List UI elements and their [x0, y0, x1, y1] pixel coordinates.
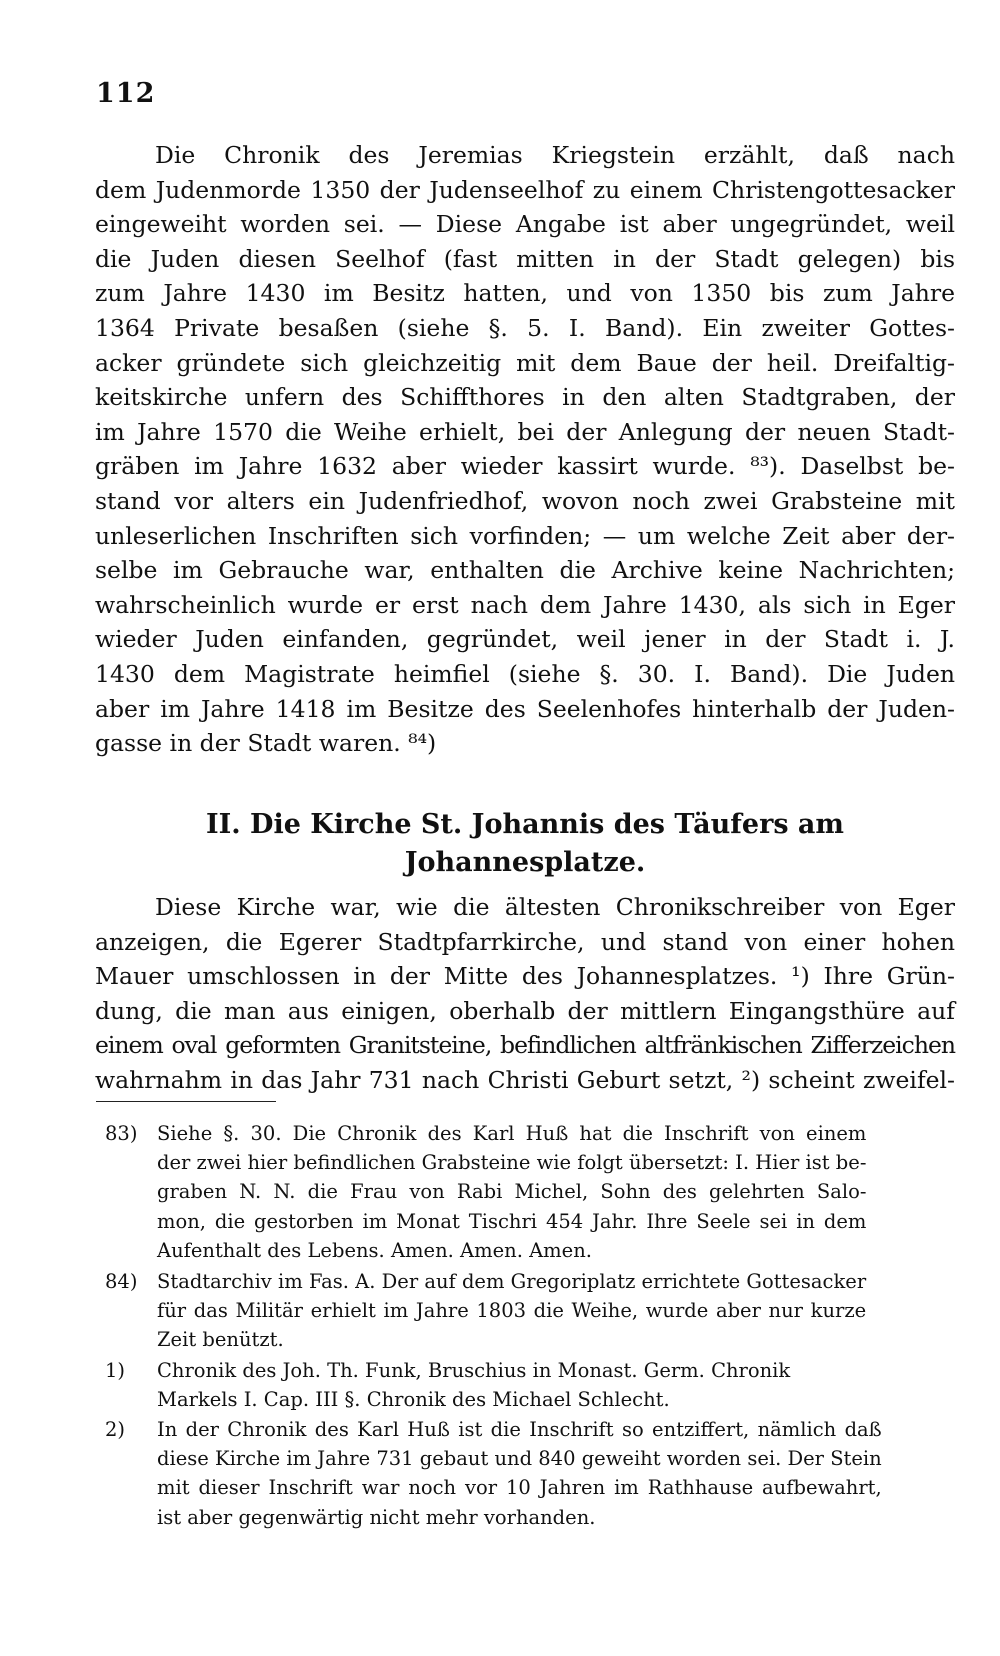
text-line: gasse in der Stadt waren. ⁸⁴) [95, 729, 437, 758]
text-line: dung, die man aus einigen, oberhalb der mittlern Eingangsthüre auf [95, 996, 955, 1025]
text-line: Mauer umschlossen in der Mitte des Johannesplatzes. ¹) Ihre Grün- [95, 962, 955, 990]
text-line: wahrnahm in das Jahr 731 nach Christi Geburt setzt, ²) scheint zweifel- [95, 1065, 955, 1094]
footnote-line: diese Kirche im Jahre 731 gebaut und 840 geweiht worden sei. Der Stein [157, 1447, 882, 1471]
section-heading [95, 806, 955, 882]
text-line: gräben im Jahre 1632 aber wieder kassirt wurde. ⁸³). Daselbst be- [95, 452, 955, 481]
paragraph-cemeteries [95, 138, 955, 761]
text-line: wieder Juden einfanden, gegründet, weil jener in der Stadt i. J. [95, 625, 955, 654]
footnote-mark: 84) [105, 1270, 138, 1293]
text-line: stand vor alters ein Judenfriedhof, wovon noch zwei Grabsteine mit [95, 486, 955, 515]
text-line: 1364 Private besaßen (siehe §. 5. I. Band). Ein zweiter Gottes- [95, 313, 955, 342]
text-line: im Jahre 1570 die Weihe erhielt, bei der Anlegung der neuen Stadt- [95, 417, 955, 446]
footnote-line: der zwei hier befindlichen Grabsteine wie folgt übersetzt: I. Hier ist be- [157, 1151, 867, 1175]
footnote-line: Markels I. Cap. III §. Chronik des Michael Schlecht. [157, 1388, 670, 1412]
footnote-line: ist aber gegenwärtig nicht mehr vorhanden. [157, 1505, 596, 1529]
text-line: dem Judenmorde 1350 der Judenseelhof zu einem Christengottesacker [95, 175, 955, 204]
text-line: keitskirche unfern des Schiffthores in den alten Stadtgraben, der [95, 383, 955, 412]
text-line: acker gründete sich gleichzeitig mit dem Baue der heil. Dreifaltig- [95, 348, 955, 377]
text-line: aber im Jahre 1418 im Besitze des Seelenhofes hinterhalb der Juden- [95, 694, 955, 723]
text-line: zum Jahre 1430 im Besitz hatten, und von 1350 bis zum Jahre [95, 279, 955, 308]
footnote-divider [96, 1101, 276, 1102]
footnote-2 [105, 1415, 882, 1532]
footnote-mark: 2) [105, 1418, 126, 1441]
footnote-1 [105, 1356, 790, 1414]
footnote-line: für das Militär erhielt im Jahre 1803 die Weihe, wurde aber nur kurze [157, 1299, 867, 1323]
text-line: die Juden diesen Seelhof (fast mitten in der Stadt gelegen) bis [95, 244, 955, 273]
footnote-84 [105, 1267, 866, 1355]
footnote-line: In der Chronik des Karl Huß ist die Inschrift so entziffert, nämlich daß [157, 1418, 882, 1441]
footnote-line: mon, die gestorben im Monat Tischri 454 Jahr. Ihre Seele sei in dem [157, 1209, 867, 1233]
text-line: 1430 dem Magistrate heimfiel (siehe §. 30. I. Band). Die Juden [95, 659, 955, 688]
text-line: unleserlichen Inschriften sich vorfinden; — um welche Zeit aber der- [95, 521, 955, 550]
footnote-mark: 1) [105, 1359, 126, 1382]
heading-line: II. Die Kirche St. Johannis des Täufers am [206, 809, 844, 840]
footnote-line: Zeit benützt. [157, 1328, 284, 1352]
footnote-line: Chronik des Joh. Th. Funk, Bruschius in Monast. Germ. Chronik [157, 1359, 791, 1382]
footnote-line: Stadtarchiv im Fas. A. Der auf dem Gregoriplatz errichtete Gottesacker [157, 1270, 867, 1293]
text-line: wahrscheinlich wurde er erst nach dem Jahre 1430, als sich in Eger [95, 590, 955, 619]
footnote-83 [105, 1119, 866, 1265]
text-line: Die Chronik des Jeremias Kriegstein erzählt, daß nach [155, 141, 955, 169]
footnote-line: mit dieser Inschrift war noch vor 10 Jahren im Rathhause aufbewahrt, [157, 1476, 882, 1500]
footnote-line: graben N. N. die Frau von Rabi Michel, Sohn des gelehrten Salo- [157, 1180, 867, 1204]
text-line: selbe im Gebrauche war, enthalten die Archive keine Nachrichten; [95, 556, 955, 585]
paragraph-church [95, 890, 955, 1097]
footnote-line: Siehe §. 30. Die Chronik des Karl Huß hat die Inschrift von einem [157, 1122, 867, 1145]
text-line: einem oval geformten Granitsteine, befindlichen altfränkischen Zifferzeichen [95, 1031, 955, 1059]
footnote-line: Aufenthalt des Lebens. Amen. Amen. Amen. [157, 1238, 592, 1262]
footnote-mark: 83) [105, 1122, 138, 1145]
text-line: eingeweiht worden sei. — Diese Angabe ist aber ungegründet, weil [95, 210, 955, 239]
text-line: anzeigen, die Egerer Stadtpfarrkirche, und stand von einer hohen [95, 927, 955, 956]
text-line: Diese Kirche war, wie die ältesten Chronikschreiber von Eger [155, 893, 955, 921]
page-number: 112 [96, 78, 156, 109]
heading-line: Johannesplatze. [404, 847, 646, 878]
